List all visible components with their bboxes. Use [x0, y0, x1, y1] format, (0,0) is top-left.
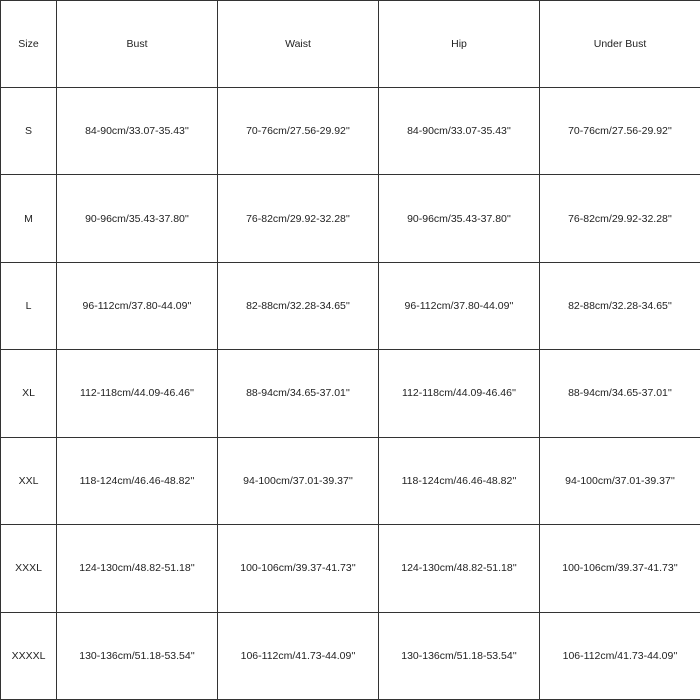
- waist-cell: 70-76cm/27.56-29.92'': [218, 88, 379, 175]
- header-size: Size: [1, 1, 57, 88]
- table-row: [1, 175, 700, 262]
- header-waist: Waist: [218, 1, 379, 88]
- bust-cell: 96-112cm/37.80-44.09'': [57, 262, 218, 349]
- hip-cell: 118-124cm/46.46-48.82'': [379, 437, 540, 524]
- waist-cell: 100-106cm/39.37-41.73'': [218, 525, 379, 612]
- hip-cell: 96-112cm/37.80-44.09'': [379, 262, 540, 349]
- table-row: [1, 437, 700, 524]
- size-cell: S: [1, 88, 57, 175]
- table-row: [1, 350, 700, 437]
- size-cell: XXXXL: [1, 612, 57, 699]
- header-bust: Bust: [57, 1, 218, 88]
- table-row: [1, 525, 700, 612]
- size-cell: XXL: [1, 437, 57, 524]
- bust-cell: 118-124cm/46.46-48.82'': [57, 437, 218, 524]
- under-bust-cell: 82-88cm/32.28-34.65'': [540, 262, 700, 349]
- waist-cell: 94-100cm/37.01-39.37'': [218, 437, 379, 524]
- bust-cell: 84-90cm/33.07-35.43'': [57, 88, 218, 175]
- under-bust-cell: 70-76cm/27.56-29.92'': [540, 88, 700, 175]
- bust-cell: 124-130cm/48.82-51.18'': [57, 525, 218, 612]
- hip-cell: 84-90cm/33.07-35.43'': [379, 88, 540, 175]
- size-cell: XL: [1, 350, 57, 437]
- hip-cell: 112-118cm/44.09-46.46'': [379, 350, 540, 437]
- under-bust-cell: 100-106cm/39.37-41.73'': [540, 525, 700, 612]
- waist-cell: 88-94cm/34.65-37.01'': [218, 350, 379, 437]
- waist-cell: 82-88cm/32.28-34.65'': [218, 262, 379, 349]
- hip-cell: 124-130cm/48.82-51.18'': [379, 525, 540, 612]
- under-bust-cell: 94-100cm/37.01-39.37'': [540, 437, 700, 524]
- waist-cell: 76-82cm/29.92-32.28'': [218, 175, 379, 262]
- size-cell: M: [1, 175, 57, 262]
- hip-cell: 130-136cm/51.18-53.54'': [379, 612, 540, 699]
- table-row: [1, 88, 700, 175]
- under-bust-cell: 106-112cm/41.73-44.09'': [540, 612, 700, 699]
- waist-cell: 106-112cm/41.73-44.09'': [218, 612, 379, 699]
- bust-cell: 90-96cm/35.43-37.80'': [57, 175, 218, 262]
- bust-cell: 130-136cm/51.18-53.54'': [57, 612, 218, 699]
- table-row: [1, 612, 700, 699]
- header-hip: Hip: [379, 1, 540, 88]
- under-bust-cell: 76-82cm/29.92-32.28'': [540, 175, 700, 262]
- header-under-bust: Under Bust: [540, 1, 700, 88]
- size-cell: XXXL: [1, 525, 57, 612]
- under-bust-cell: 88-94cm/34.65-37.01'': [540, 350, 700, 437]
- header-row: [1, 1, 700, 88]
- size-cell: L: [1, 262, 57, 349]
- table-row: [1, 262, 700, 349]
- bust-cell: 112-118cm/44.09-46.46'': [57, 350, 218, 437]
- hip-cell: 90-96cm/35.43-37.80'': [379, 175, 540, 262]
